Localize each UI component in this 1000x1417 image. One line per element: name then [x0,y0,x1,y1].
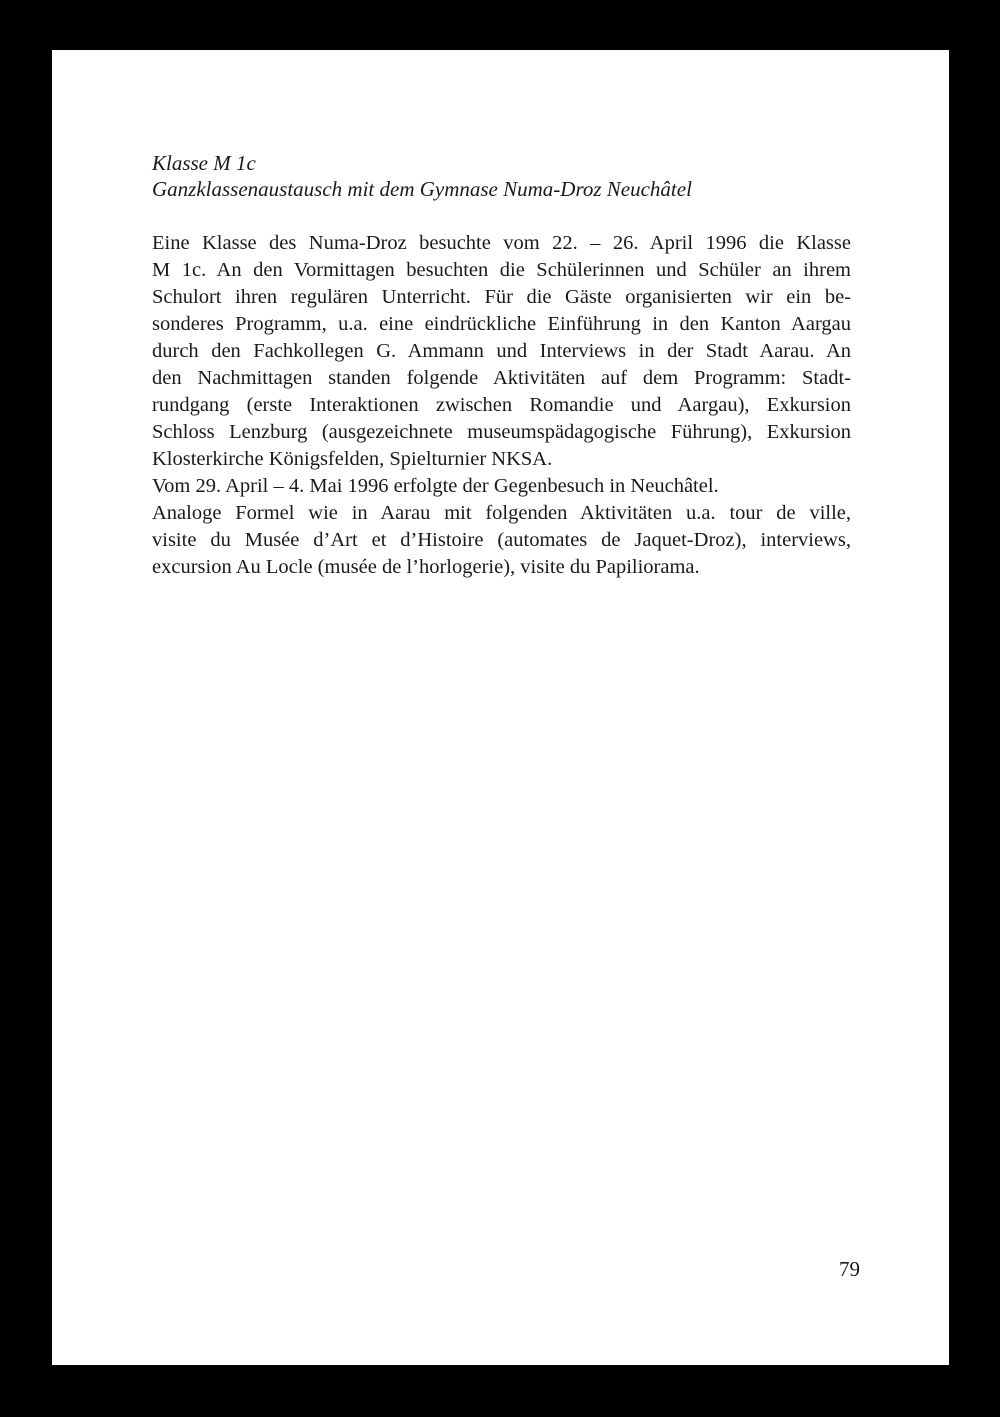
heading-class-title: Klasse M 1c [152,151,256,175]
document-page [52,50,949,1365]
body-line: M 1c. An den Vormittagen besuchten die Schülerinnen und Schüler an ihrem [152,259,851,281]
body-line: Schloss Lenzburg (ausgezeichnete museumspädagogische Führung), Exkursion [152,421,851,443]
body-text [152,230,851,581]
section-heading [152,150,692,202]
body-line: excursion Au Locle (musée de l’horlogerie), visite du Papiliorama. [152,556,700,578]
heading-exchange-title: Ganzklassenaustausch mit dem Gymnase Numa-Droz Neuchâtel [152,177,692,201]
body-line: sonderes Programm, u.a. eine eindrückliche Einführung in den Kanton Aargau [152,313,851,335]
body-line: Eine Klasse des Numa-Droz besuchte vom 22. – 26. April 1996 die Klasse [152,232,851,254]
body-line: Analoge Formel wie in Aarau mit folgenden Aktivitäten u.a. tour de ville, [152,502,851,524]
page-number: 79 [839,1257,860,1281]
body-line: Klosterkirche Königsfelden, Spielturnier NKSA. [152,448,553,470]
body-line: durch den Fachkollegen G. Ammann und Interviews in der Stadt Aarau. An [152,340,851,362]
body-line: visite du Musée d’Art et d’Histoire (automates de Jaquet-Droz), interviews, [152,529,851,551]
body-line: Vom 29. April – 4. Mai 1996 erfolgte der Gegenbesuch in Neuchâtel. [152,475,719,497]
body-line: Schulort ihren regulären Unterricht. Für die Gäste organisierten wir ein be- [152,286,851,308]
body-line: rundgang (erste Interaktionen zwischen Romandie und Aargau), Exkursion [152,394,851,416]
body-line: den Nachmittagen standen folgende Aktivitäten auf dem Programm: Stadt- [152,367,851,389]
